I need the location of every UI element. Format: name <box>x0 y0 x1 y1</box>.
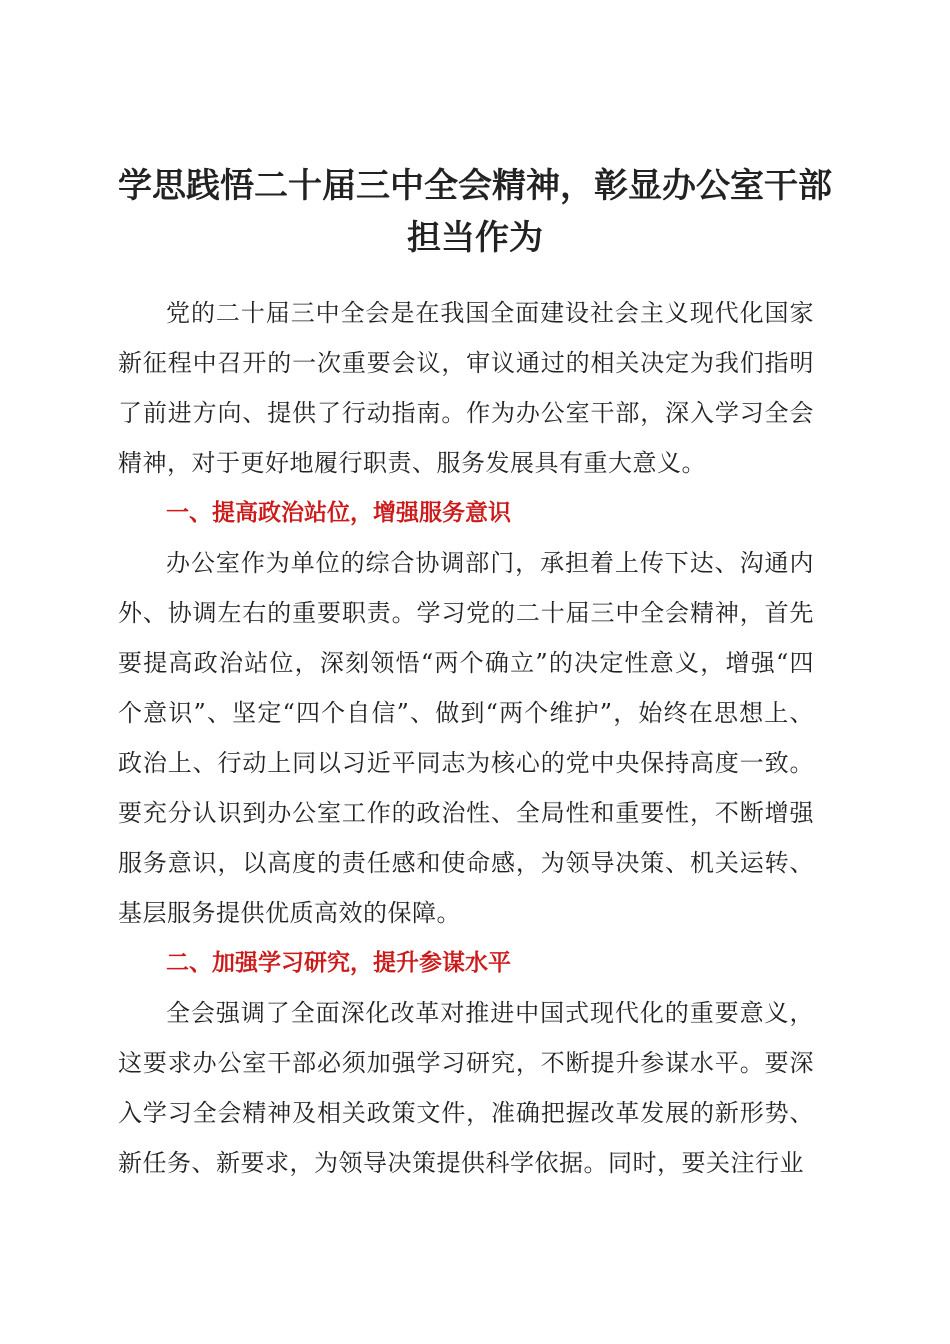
intro-paragraph: 党的二十届三中全会是在我国全面建设社会主义现代化国家新征程中召开的一次重要会议，审议通过的相关决定为我们指明了前进方向、提供了行动指南。作为办公室干部，深入学习全会精神，对于更好地履行职责、服务发展具有重大意义。 <box>118 299 814 477</box>
section-1-paragraph: 办公室作为单位的综合协调部门，承担着上传下达、沟通内外、协调左右的重要职责。学习党的二十届三中全会精神，首先要提高政治站位，深刻领悟“两个确立”的决定性意义，增强“四个意识”、坚定“四个自信”、做到“两个维护”，始终在思想上、政治上、行动上同以习近平同志为核心的党中央保持高度一致。要充分认识到办公室工作的政治性、全局性和重要性，不断增强服务意识，以高度的责任感和使命感，为领导决策、机关运转、基层服务提供优质高效的保障。 <box>118 549 814 927</box>
document-title: 学思践悟二十届三中全会精神，彰显办公室干部担当作为 <box>118 166 832 258</box>
section-2-paragraph: 全会强调了全面深化改革对推进中国式现代化的重要意义，这要求办公室干部必须加强学习研究，不断提升参谋水平。要深入学习全会精神及相关政策文件，准确把握改革发展的新形势、新任务、新要求，为领导决策提供科学依据。同时，要关注行业 <box>118 999 814 1177</box>
section-2-heading: 二、加强学习研究，提升参谋水平 <box>166 950 511 976</box>
document-body <box>118 288 814 1188</box>
section-1-heading: 一、提高政治站位，增强服务意识 <box>166 500 511 526</box>
